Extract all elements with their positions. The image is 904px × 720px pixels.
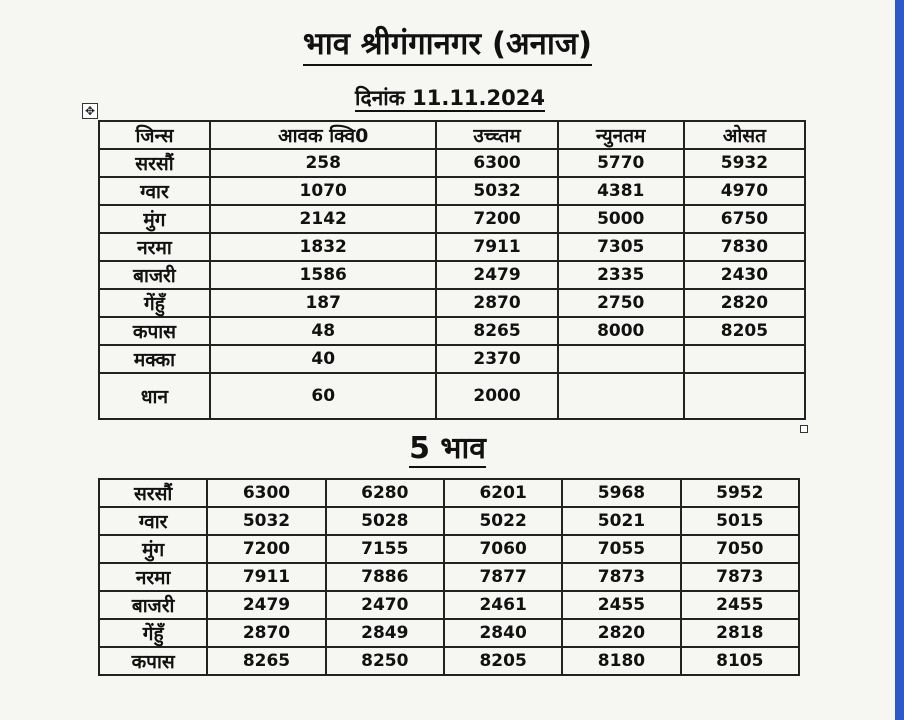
price-table bbox=[98, 120, 806, 420]
table-move-handle-icon[interactable]: ✥ bbox=[82, 103, 98, 119]
value-cell: 187 bbox=[210, 289, 437, 317]
value-cell: 2370 bbox=[436, 345, 557, 373]
value-cell: 8205 bbox=[684, 317, 805, 345]
value-cell: 8000 bbox=[558, 317, 684, 345]
commodity-cell: मुंग bbox=[99, 205, 210, 233]
value-cell: 8180 bbox=[562, 647, 680, 675]
table-header-row bbox=[99, 121, 805, 149]
commodity-cell: धान bbox=[99, 373, 210, 419]
value-cell: 60 bbox=[210, 373, 437, 419]
five-price-table bbox=[98, 478, 800, 676]
value-cell: 2820 bbox=[562, 619, 680, 647]
value-cell: 2479 bbox=[207, 591, 325, 619]
header-commodity: जिन्स bbox=[99, 121, 210, 149]
value-cell: 2750 bbox=[558, 289, 684, 317]
header-arrival: आवक क्वि0 bbox=[210, 121, 437, 149]
value-cell: 2840 bbox=[444, 619, 562, 647]
commodity-cell: कपास bbox=[99, 317, 210, 345]
date-label: दिनांक 11.11.2024 bbox=[355, 86, 545, 110]
value-cell: 2455 bbox=[681, 591, 799, 619]
value-cell: 6300 bbox=[436, 149, 557, 177]
header-highest: उच्च्तम bbox=[436, 121, 557, 149]
value-cell: 7155 bbox=[326, 535, 444, 563]
value-cell: 7911 bbox=[207, 563, 325, 591]
commodity-cell: गेंहुँ bbox=[99, 619, 207, 647]
value-cell: 4970 bbox=[684, 177, 805, 205]
value-cell: 258 bbox=[210, 149, 437, 177]
value-cell: 6280 bbox=[326, 479, 444, 507]
value-cell: 7200 bbox=[207, 535, 325, 563]
table-row bbox=[99, 205, 805, 233]
value-cell: 1586 bbox=[210, 261, 437, 289]
value-cell: 5021 bbox=[562, 507, 680, 535]
commodity-cell: बाजरी bbox=[99, 261, 210, 289]
value-cell bbox=[684, 345, 805, 373]
commodity-cell: मक्का bbox=[99, 345, 210, 373]
value-cell: 2000 bbox=[436, 373, 557, 419]
value-cell: 2142 bbox=[210, 205, 437, 233]
table-row bbox=[99, 149, 805, 177]
value-cell bbox=[684, 373, 805, 419]
value-cell: 7060 bbox=[444, 535, 562, 563]
table-row bbox=[99, 345, 805, 373]
value-cell: 2820 bbox=[684, 289, 805, 317]
value-cell: 5770 bbox=[558, 149, 684, 177]
header-lowest: न्युनतम bbox=[558, 121, 684, 149]
value-cell: 2430 bbox=[684, 261, 805, 289]
value-cell: 8265 bbox=[436, 317, 557, 345]
value-cell: 2849 bbox=[326, 619, 444, 647]
commodity-cell: ग्वार bbox=[99, 507, 207, 535]
table-row bbox=[99, 647, 799, 675]
value-cell: 48 bbox=[210, 317, 437, 345]
value-cell: 7873 bbox=[681, 563, 799, 591]
commodity-cell: सरसौं bbox=[99, 479, 207, 507]
table-row bbox=[99, 373, 805, 419]
commodity-cell: कपास bbox=[99, 647, 207, 675]
value-cell: 8105 bbox=[681, 647, 799, 675]
commodity-cell: नरमा bbox=[99, 233, 210, 261]
table-row bbox=[99, 177, 805, 205]
table-row bbox=[99, 563, 799, 591]
value-cell: 6201 bbox=[444, 479, 562, 507]
table-row bbox=[99, 233, 805, 261]
table-row bbox=[99, 317, 805, 345]
value-cell: 2818 bbox=[681, 619, 799, 647]
value-cell: 8265 bbox=[207, 647, 325, 675]
header-average: ओसत bbox=[684, 121, 805, 149]
table-row bbox=[99, 261, 805, 289]
value-cell: 2479 bbox=[436, 261, 557, 289]
value-cell: 5032 bbox=[436, 177, 557, 205]
value-cell: 6750 bbox=[684, 205, 805, 233]
table-row bbox=[99, 619, 799, 647]
value-cell: 2461 bbox=[444, 591, 562, 619]
commodity-cell: सरसौं bbox=[99, 149, 210, 177]
value-cell: 5028 bbox=[326, 507, 444, 535]
value-cell: 8205 bbox=[444, 647, 562, 675]
table-row bbox=[99, 289, 805, 317]
value-cell: 2870 bbox=[436, 289, 557, 317]
value-cell: 5932 bbox=[684, 149, 805, 177]
value-cell: 7873 bbox=[562, 563, 680, 591]
table-row bbox=[99, 507, 799, 535]
commodity-cell: ग्वार bbox=[99, 177, 210, 205]
value-cell: 2335 bbox=[558, 261, 684, 289]
value-cell: 7305 bbox=[558, 233, 684, 261]
value-cell: 1070 bbox=[210, 177, 437, 205]
value-cell: 7886 bbox=[326, 563, 444, 591]
table-row bbox=[99, 591, 799, 619]
value-cell: 2455 bbox=[562, 591, 680, 619]
value-cell: 8250 bbox=[326, 647, 444, 675]
commodity-cell: गेंहुँ bbox=[99, 289, 210, 317]
commodity-cell: बाजरी bbox=[99, 591, 207, 619]
value-cell: 7050 bbox=[681, 535, 799, 563]
value-cell: 4381 bbox=[558, 177, 684, 205]
value-cell: 7877 bbox=[444, 563, 562, 591]
commodity-cell: मुंग bbox=[99, 535, 207, 563]
table-row bbox=[99, 535, 799, 563]
value-cell: 6300 bbox=[207, 479, 325, 507]
commodity-cell: नरमा bbox=[99, 563, 207, 591]
value-cell bbox=[558, 373, 684, 419]
value-cell: 2470 bbox=[326, 591, 444, 619]
value-cell: 7200 bbox=[436, 205, 557, 233]
value-cell: 5000 bbox=[558, 205, 684, 233]
value-cell: 7830 bbox=[684, 233, 805, 261]
value-cell: 5015 bbox=[681, 507, 799, 535]
value-cell: 7055 bbox=[562, 535, 680, 563]
value-cell: 5022 bbox=[444, 507, 562, 535]
value-cell: 7911 bbox=[436, 233, 557, 261]
value-cell: 5032 bbox=[207, 507, 325, 535]
value-cell: 5952 bbox=[681, 479, 799, 507]
table-row bbox=[99, 479, 799, 507]
value-cell: 1832 bbox=[210, 233, 437, 261]
section-heading-5-prices: 5 भाव bbox=[409, 431, 486, 466]
value-cell: 5968 bbox=[562, 479, 680, 507]
value-cell: 40 bbox=[210, 345, 437, 373]
page-title: भाव श्रीगंगानगर (अनाज) bbox=[0, 22, 895, 64]
value-cell: 2870 bbox=[207, 619, 325, 647]
